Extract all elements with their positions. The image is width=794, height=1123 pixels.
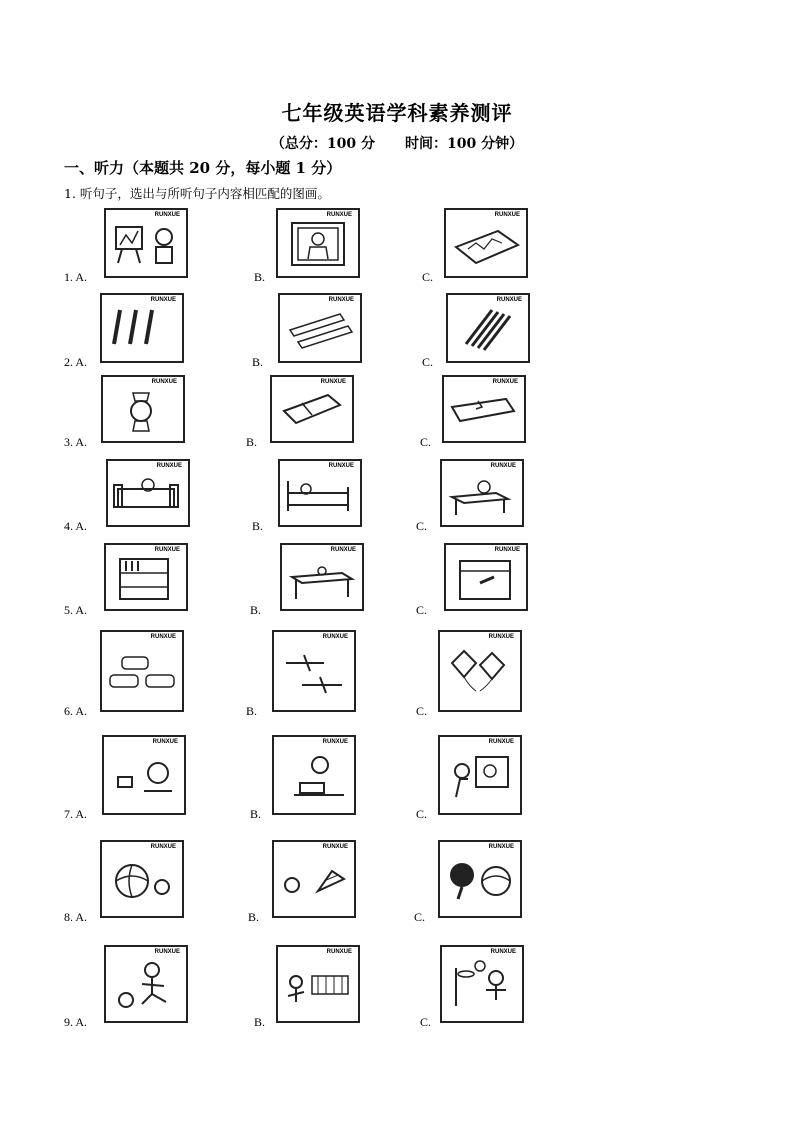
- watermark: RUNXUE: [328, 297, 354, 303]
- volleyball-icon: [100, 840, 184, 918]
- option-label-b: B.: [246, 435, 258, 449]
- watermark: RUNXUE: [490, 463, 516, 469]
- watermark: RUNXUE: [494, 547, 520, 553]
- watermark: RUNXUE: [328, 463, 354, 469]
- option-label-a: 2. A.: [64, 355, 88, 369]
- exam-time: 时间：100 分钟）: [405, 136, 524, 152]
- option-label-c: C.: [416, 704, 428, 718]
- watermark: RUNXUE: [150, 634, 176, 640]
- option-label-c: C.: [414, 910, 426, 924]
- reading-book-icon: [272, 735, 356, 815]
- option-label-c: C.: [420, 1015, 432, 1029]
- option-label-a: 8. A.: [64, 910, 88, 924]
- table-icon: [440, 459, 524, 527]
- watermark: RUNXUE: [326, 212, 352, 218]
- section-heading: 一、听力（本题共 20 分，每小题 1 分）: [64, 159, 342, 177]
- option-label-a: 7. A.: [64, 807, 88, 821]
- option-label-a: 9. A.: [64, 1015, 88, 1029]
- option-label-a: 5. A.: [64, 603, 88, 617]
- option-label-b: B.: [248, 910, 260, 924]
- option-label-b: B.: [252, 355, 264, 369]
- kites-icon: [438, 630, 522, 712]
- crayons-icon: [446, 293, 530, 363]
- painter-icon: [104, 208, 188, 278]
- portrait-icon: [276, 208, 360, 278]
- eraser-icon: [270, 375, 354, 443]
- pens-icon: [100, 293, 184, 363]
- page-title: 七年级英语学科素养测评: [281, 101, 513, 125]
- bed-icon: [278, 459, 362, 527]
- soccer-boy-icon: [104, 945, 188, 1023]
- option-label-b: B.: [250, 807, 262, 821]
- exam-meta: [0, 133, 794, 153]
- watermark: RUNXUE: [488, 844, 514, 850]
- rulers-icon: [278, 293, 362, 363]
- watermark: RUNXUE: [322, 634, 348, 640]
- drawing-board-icon: [438, 735, 522, 815]
- watermark: RUNXUE: [320, 379, 346, 385]
- drawer-icon: [444, 543, 528, 611]
- pencil-case-icon: [442, 375, 526, 443]
- option-label-b: B.: [254, 1015, 266, 1029]
- watermark: RUNXUE: [154, 212, 180, 218]
- watermark: RUNXUE: [488, 634, 514, 640]
- option-label-c: C.: [416, 807, 428, 821]
- option-label-c: C.: [422, 355, 434, 369]
- watermark: RUNXUE: [326, 949, 352, 955]
- watermark: RUNXUE: [152, 739, 178, 745]
- watermark: RUNXUE: [150, 844, 176, 850]
- watermark: RUNXUE: [492, 379, 518, 385]
- watch-icon: [101, 375, 185, 443]
- cars-icon: [100, 630, 184, 712]
- pingpong-icon: [438, 840, 522, 918]
- watermark: RUNXUE: [490, 949, 516, 955]
- option-label-b: B.: [254, 270, 266, 284]
- instruction: 1. 听句子，选出与所听句子内容相匹配的图画。: [64, 186, 330, 201]
- option-label-b: B.: [252, 519, 264, 533]
- desk-icon: [280, 543, 364, 611]
- planes-icon: [272, 630, 356, 712]
- option-label-a: 1. A.: [64, 270, 88, 284]
- option-label-c: C.: [422, 270, 434, 284]
- watermark: RUNXUE: [154, 547, 180, 553]
- option-label-c: C.: [416, 519, 428, 533]
- basketball-boy-icon: [440, 945, 524, 1023]
- watermark: RUNXUE: [151, 379, 177, 385]
- badminton-icon: [272, 840, 356, 918]
- watermark: RUNXUE: [322, 844, 348, 850]
- map-icon: [444, 208, 528, 278]
- option-label-c: C.: [420, 435, 432, 449]
- sofa-icon: [106, 459, 190, 527]
- watermark: RUNXUE: [150, 297, 176, 303]
- watermark: RUNXUE: [488, 739, 514, 745]
- watermark: RUNXUE: [496, 297, 522, 303]
- option-label-a: 3. A.: [64, 435, 88, 449]
- watermark: RUNXUE: [330, 547, 356, 553]
- watermark: RUNXUE: [494, 212, 520, 218]
- volleyball-net-icon: [276, 945, 360, 1023]
- watermark: RUNXUE: [156, 463, 182, 469]
- option-label-b: B.: [246, 704, 258, 718]
- option-label-c: C.: [416, 603, 428, 617]
- total-score: （总分：100 分: [270, 136, 375, 152]
- option-label-a: 6. A.: [64, 704, 88, 718]
- option-label-b: B.: [250, 603, 262, 617]
- watermark: RUNXUE: [154, 949, 180, 955]
- watermark: RUNXUE: [322, 739, 348, 745]
- listening-radio-icon: [102, 735, 186, 815]
- bookcase-icon: [104, 543, 188, 611]
- option-label-a: 4. A.: [64, 519, 88, 533]
